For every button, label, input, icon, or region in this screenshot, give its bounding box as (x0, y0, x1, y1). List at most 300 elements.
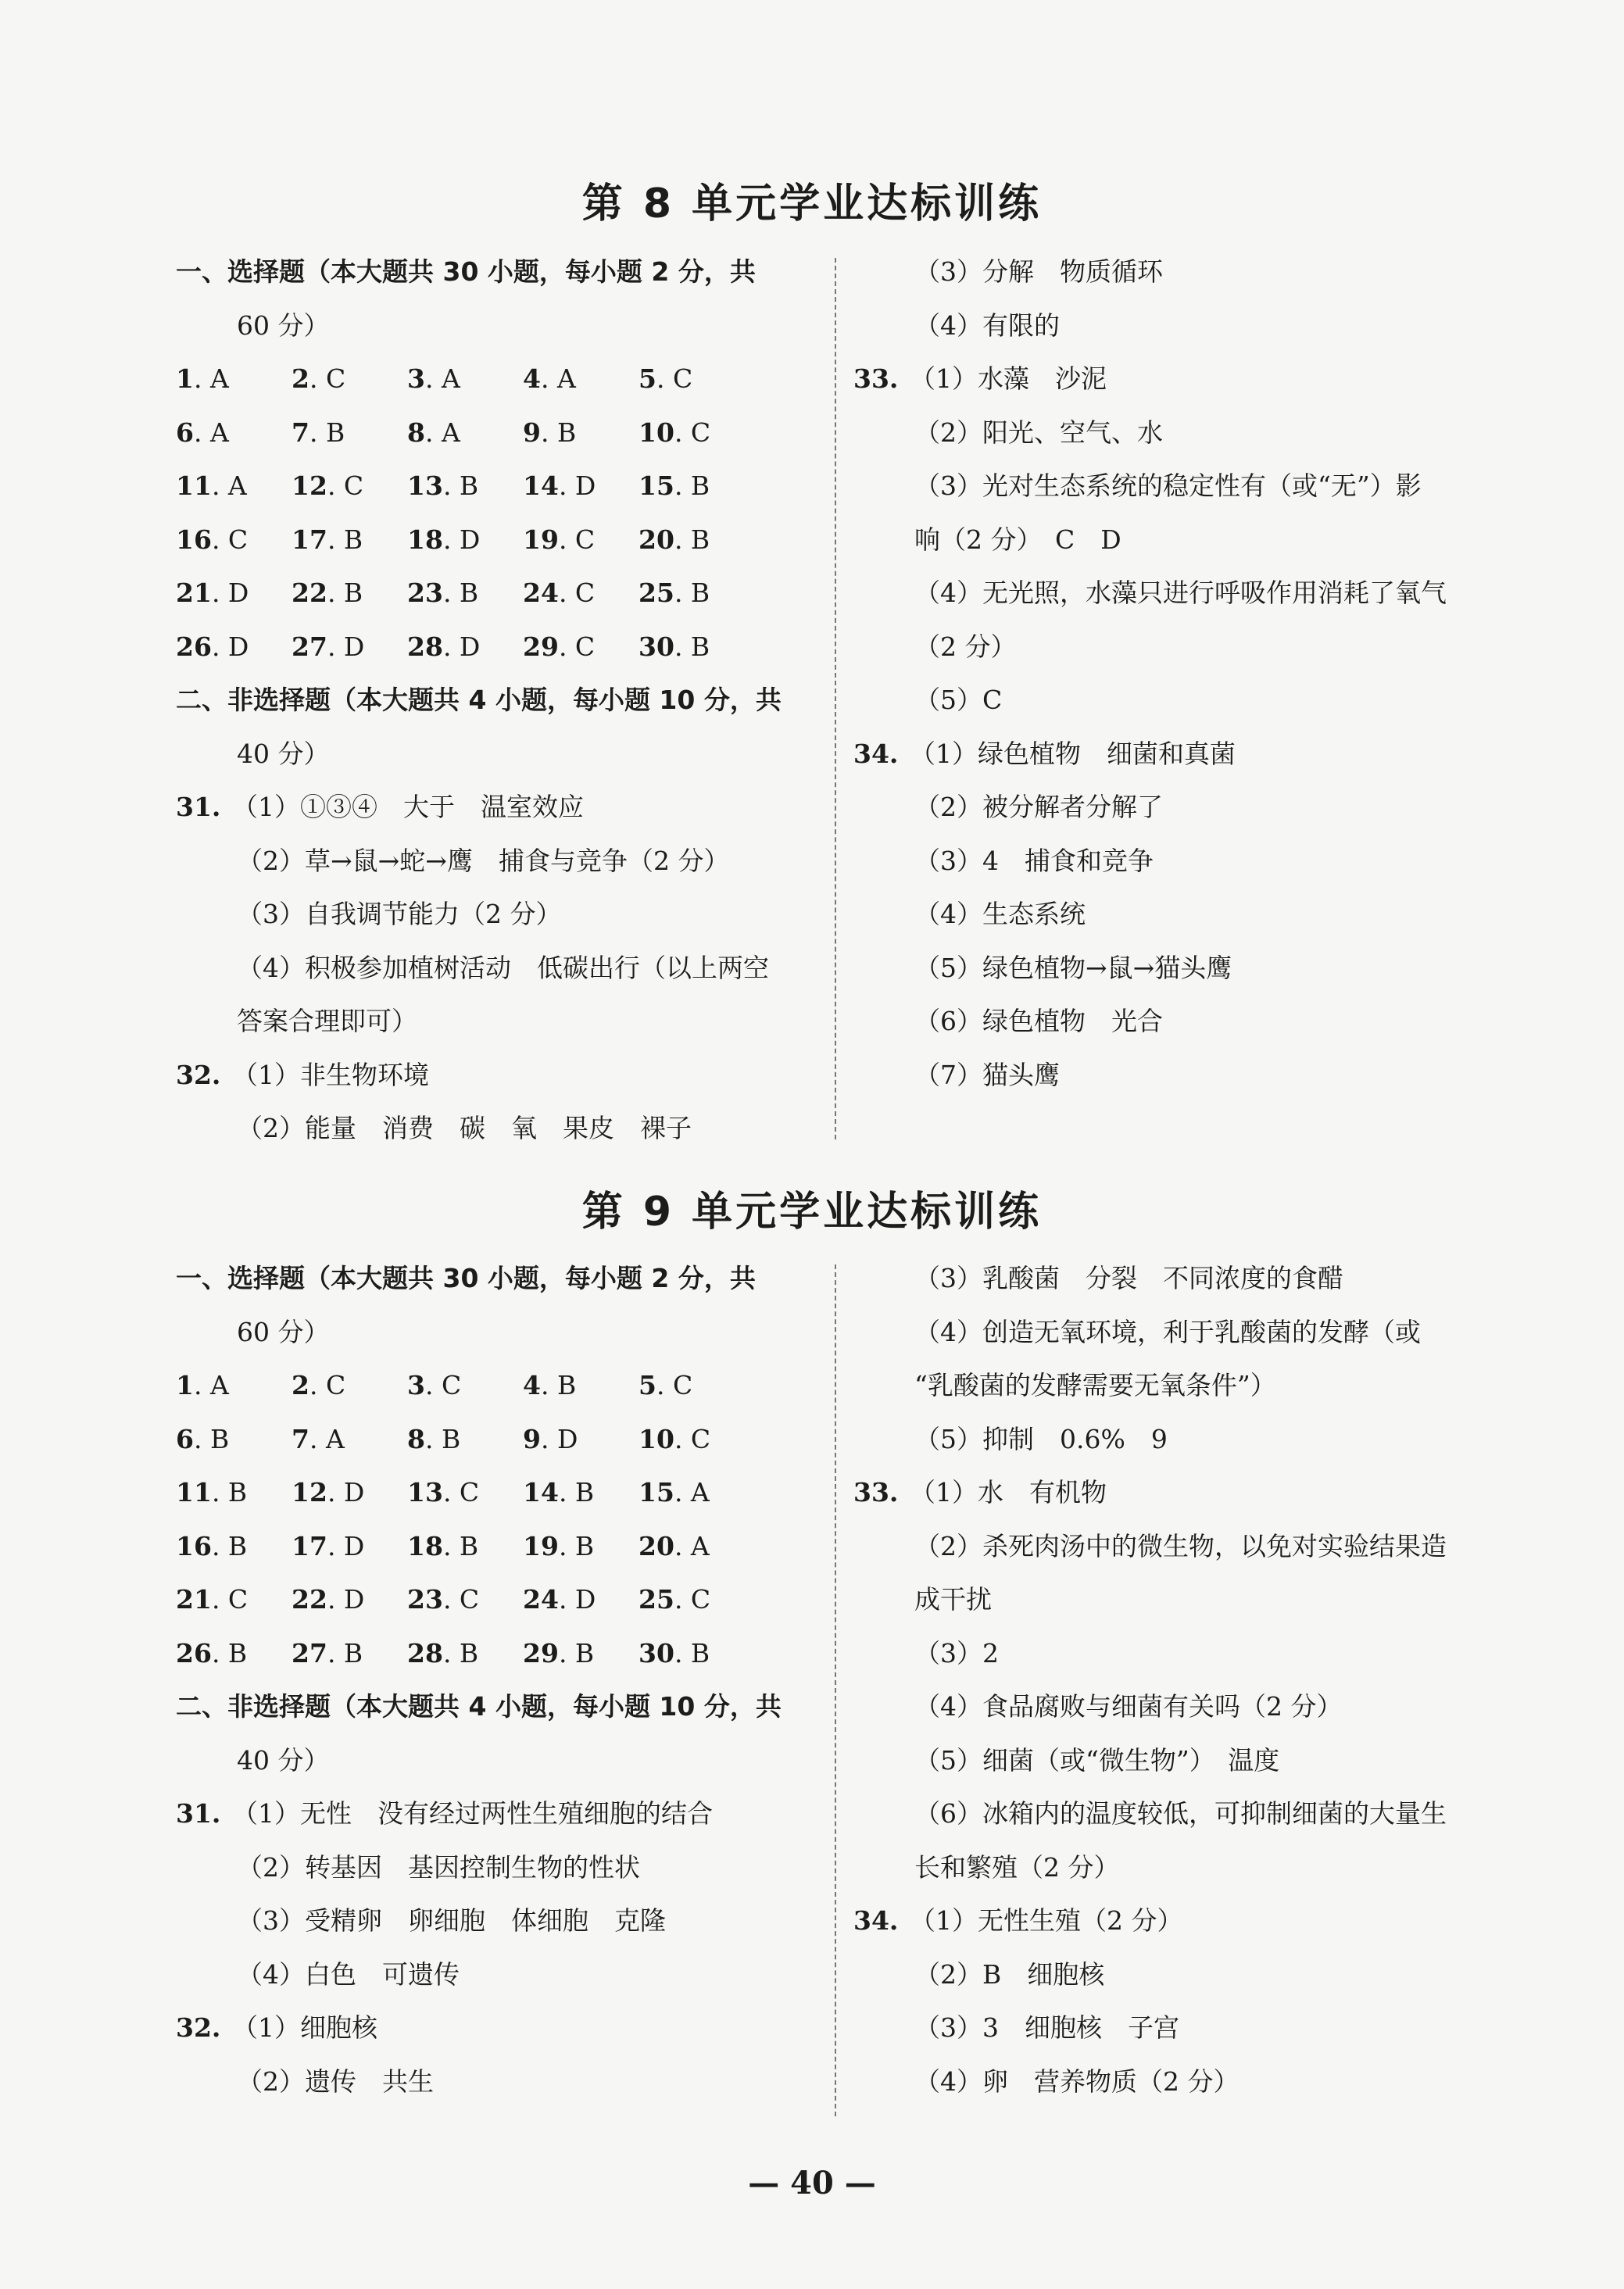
choice-answer: 17. B (292, 524, 363, 555)
answer-line (176, 888, 825, 942)
answer-line (853, 1252, 1502, 1306)
answer-letter: C (574, 524, 596, 555)
question-number: 13 (407, 470, 443, 501)
answer-letter: B (227, 1477, 248, 1508)
answer-letter: C (441, 1370, 462, 1400)
answer-line (853, 728, 1502, 781)
unit8-left-column (176, 245, 825, 1156)
section-heading (176, 1252, 825, 1306)
question-number: 17 (292, 524, 327, 555)
answer-line (853, 1894, 1502, 1948)
question-number: 25 (639, 1584, 674, 1615)
answer-line (176, 781, 825, 835)
answer-line (853, 567, 1502, 621)
choice-answer: 22. D (292, 1584, 365, 1615)
answer-line (176, 2055, 825, 2109)
question-number: 8 (407, 417, 425, 448)
question-number: 1 (176, 363, 194, 394)
answer-line (853, 781, 1502, 835)
answer-letter: B (690, 1637, 710, 1668)
answer-text: （5）绿色植物→鼠→猫头鹰 (914, 952, 1232, 983)
choice-answer: 30. B (639, 1637, 710, 1668)
answer-letter: B (227, 1530, 248, 1561)
question-number: 32. (176, 2012, 221, 2043)
question-number: 33. (853, 1477, 899, 1508)
question-number: 14 (523, 470, 559, 501)
choice-answer: 3. C (407, 1370, 462, 1400)
answer-letter: D (556, 1423, 578, 1454)
answer-letter: D (574, 470, 596, 501)
choice-answer: 21. C (176, 1584, 249, 1615)
answer-line (853, 621, 1502, 674)
answer-letter: B (325, 417, 345, 448)
answer-line (853, 1787, 1502, 1841)
answer-letter: B (227, 1637, 248, 1668)
answer-line (176, 995, 825, 1049)
unit9-left-column (176, 1252, 825, 2108)
question-number: 11 (176, 1477, 212, 1508)
answer-letter: A (441, 363, 460, 394)
answer-line (853, 245, 1502, 299)
question-number: 6 (176, 417, 194, 448)
question-number: 2 (292, 363, 309, 394)
choice-answer: 11. B (176, 1477, 248, 1508)
answer-letter: A (690, 1477, 710, 1508)
question-number: 9 (523, 417, 541, 448)
question-number: 23 (407, 578, 443, 608)
choice-answer: 5. C (639, 1370, 693, 1400)
answer-text: （2）草→鼠→蛇→鹰 捕食与竞争（2 分） (237, 845, 730, 876)
answer-text: 成干扰 (914, 1584, 992, 1615)
section-heading (176, 245, 825, 299)
choice-answer: 23. B (407, 578, 479, 608)
choice-answer: 15. B (639, 470, 710, 501)
answer-letter: C (690, 1584, 711, 1615)
question-number: 13 (407, 1477, 443, 1508)
question-number: 30 (639, 631, 674, 662)
answer-line (853, 835, 1502, 889)
answer-text: （1）①③④ 大于 温室效应 (232, 792, 584, 822)
choice-answer: 2. C (292, 363, 346, 394)
answer-line (176, 1102, 825, 1156)
answer-line (176, 1948, 825, 2002)
choice-answer: 26. B (176, 1637, 248, 1668)
choice-answer: 19. B (523, 1530, 595, 1561)
answer-letter: C (325, 363, 346, 394)
unit8-right-column (853, 245, 1502, 1102)
answer-line (853, 1520, 1502, 1574)
answer-text: （1）非生物环境 (232, 1059, 429, 1090)
question-number: 4 (523, 363, 541, 394)
question-number: 31. (176, 1798, 221, 1829)
question-number: 21 (176, 578, 212, 608)
choice-answer: 24. D (523, 1584, 596, 1615)
question-number: 20 (639, 524, 674, 555)
answer-text: （2）遗传 共生 (237, 2065, 434, 2097)
question-number: 24 (523, 578, 559, 608)
answer-letter: B (574, 1477, 595, 1508)
choice-answer: 7. B (292, 417, 345, 448)
choice-answer: 10. C (639, 1423, 711, 1454)
answer-text: （2）阳光、空气、水 (914, 417, 1163, 448)
answer-line (176, 1841, 825, 1895)
answer-text: （2）杀死肉汤中的微生物，以免对实验结果造 (914, 1530, 1447, 1561)
unit9-right-column (853, 1252, 1502, 2108)
question-number: 22 (292, 1584, 327, 1615)
choice-answer: 26. D (176, 631, 249, 662)
choice-answer: 16. B (176, 1530, 248, 1561)
answer-line (853, 1680, 1502, 1734)
question-number: 5 (639, 363, 656, 394)
choice-answer: 25. C (639, 1584, 711, 1615)
question-number: 29 (523, 631, 559, 662)
question-number: 10 (639, 1423, 674, 1454)
answer-text: 60 分） (237, 1316, 330, 1347)
answer-letter: B (459, 1637, 479, 1668)
question-number: 7 (292, 417, 309, 448)
question-number: 5 (639, 1370, 656, 1400)
answer-letter: B (556, 1370, 577, 1400)
question-number: 1 (176, 1370, 194, 1400)
answer-line (853, 1413, 1502, 1467)
answer-text: （3）受精卵 卵细胞 体细胞 克隆 (237, 1905, 666, 1936)
answer-text: （4）有限的 (914, 309, 1060, 341)
answer-text: 二、非选择题（本大题共 4 小题，每小题 10 分，共 (176, 685, 782, 715)
answer-text: （1）细胞核 (232, 2012, 377, 2043)
answer-text: （3）光对生态系统的稳定性有（或“无”）影 (914, 470, 1422, 501)
choice-answer: 12. D (292, 1477, 365, 1508)
answer-text: 二、非选择题（本大题共 4 小题，每小题 10 分，共 (176, 1691, 782, 1722)
answer-line (853, 460, 1502, 513)
choice-answer: 21. D (176, 578, 249, 608)
answer-letter: B (343, 524, 363, 555)
answer-text: （7）猫头鹰 (914, 1059, 1060, 1090)
choice-answer: 1. A (176, 363, 229, 394)
question-number: 26 (176, 1637, 212, 1668)
answer-text: 一、选择题（本大题共 30 小题，每小题 2 分，共 (176, 256, 756, 287)
choice-answer: 23. C (407, 1584, 480, 1615)
question-number: 6 (176, 1423, 194, 1454)
answer-text: （2）被分解者分解了 (914, 792, 1163, 822)
answer-letter: A (556, 363, 576, 394)
section-heading (176, 1680, 825, 1734)
answer-letter: B (343, 578, 363, 608)
answer-letter: B (459, 578, 479, 608)
choice-answer-row (176, 621, 825, 674)
answer-letter: B (209, 1423, 230, 1454)
answer-letter: A (209, 417, 229, 448)
answer-letter: C (690, 417, 711, 448)
choice-answer: 7. A (292, 1423, 345, 1454)
answer-text: （6）冰箱内的温度较低，可抑制细菌的大量生 (914, 1798, 1447, 1829)
question-number: 26 (176, 631, 212, 662)
answer-line (853, 352, 1502, 406)
choice-answer-row (176, 1520, 825, 1574)
answer-text: （3）2 (914, 1637, 999, 1668)
question-number: 34. (853, 1905, 899, 1936)
answer-text: （4）生态系统 (914, 899, 1086, 929)
answer-letter: C (227, 1584, 249, 1615)
question-number: 4 (523, 1370, 541, 1400)
choice-answer: 9. D (523, 1423, 578, 1454)
question-number: 34. (853, 738, 899, 769)
question-number: 17 (292, 1530, 327, 1561)
answer-line (176, 1787, 825, 1841)
answer-text: （4）食品腐败与细菌有关吗（2 分） (914, 1691, 1343, 1722)
question-number: 9 (523, 1423, 541, 1454)
question-number: 18 (407, 524, 443, 555)
answer-letter: A (227, 470, 247, 501)
answer-letter: D (343, 1477, 365, 1508)
answer-text: （5）细菌（或“微生物”） 温度 (914, 1744, 1280, 1776)
question-number: 20 (639, 1530, 674, 1561)
choice-answer: 19. C (523, 524, 596, 555)
answer-line (176, 1894, 825, 1948)
answer-letter: C (574, 631, 596, 662)
answer-line (853, 888, 1502, 942)
answer-letter: C (459, 1584, 480, 1615)
answer-letter: B (690, 631, 710, 662)
answer-text: 答案合理即可） (237, 1006, 417, 1036)
answer-letter: B (690, 470, 710, 501)
answer-text: （1）无性生殖（2 分） (910, 1905, 1183, 1936)
answer-text: （1）水藻 沙泥 (910, 363, 1107, 394)
answer-letter: A (441, 417, 460, 448)
answer-letter: C (574, 578, 596, 608)
section-heading (176, 674, 825, 728)
answer-line (176, 1734, 825, 1788)
question-number: 19 (523, 524, 559, 555)
unit8-title: 第 8 单元学业达标训练 (581, 181, 1043, 227)
unit8-column-divider (835, 258, 836, 1139)
answer-text: （1）无性 没有经过两性生殖细胞的结合 (232, 1798, 713, 1829)
answer-text: （5）C (914, 685, 1003, 715)
answer-letter: A (209, 363, 229, 394)
answer-line (853, 1573, 1502, 1627)
answer-text: （3）乳酸菌 分裂 不同浓度的食醋 (914, 1263, 1343, 1293)
choice-answer: 18. B (407, 1530, 479, 1561)
answer-text: （3）3 细胞核 子宫 (914, 2012, 1179, 2043)
answer-line (853, 513, 1502, 567)
answer-letter: B (574, 1530, 595, 1561)
answer-text: （2）B 细胞核 (914, 1958, 1105, 1990)
choice-answer-row (176, 460, 825, 513)
question-number: 16 (176, 524, 212, 555)
question-number: 11 (176, 470, 212, 501)
question-number: 28 (407, 631, 443, 662)
unit9-title: 第 9 单元学业达标训练 (581, 1189, 1043, 1236)
choice-answer: 20. B (639, 524, 710, 555)
choice-answer: 20. A (639, 1530, 710, 1561)
question-number: 25 (639, 578, 674, 608)
question-number: 29 (523, 1637, 559, 1668)
answer-text: 60 分） (237, 309, 330, 341)
answer-line (853, 1948, 1502, 2002)
answer-text: （3）分解 物质循环 (914, 256, 1163, 287)
answer-letter: C (227, 524, 249, 555)
question-number: 8 (407, 1423, 425, 1454)
answer-text: （5）抑制 0.6% 9 (914, 1423, 1168, 1454)
answer-letter: A (325, 1423, 345, 1454)
choice-answer: 11. A (176, 470, 247, 501)
answer-letter: B (574, 1637, 595, 1668)
answer-text: 40 分） (237, 738, 330, 769)
question-number: 27 (292, 1637, 327, 1668)
answer-letter: B (690, 524, 710, 555)
question-number: 16 (176, 1530, 212, 1561)
choice-answer: 28. D (407, 631, 481, 662)
choice-answer-row (176, 1466, 825, 1520)
choice-answer-row (176, 406, 825, 460)
question-number: 10 (639, 417, 674, 448)
answer-line (853, 1466, 1502, 1520)
answer-letter: C (459, 1477, 480, 1508)
choice-answer: 25. B (639, 578, 710, 608)
answer-line (853, 1627, 1502, 1681)
answer-letter: B (459, 1530, 479, 1561)
answer-line (176, 1306, 825, 1360)
unit9-column-divider (835, 1264, 836, 2116)
answer-line (853, 1734, 1502, 1788)
answer-line (176, 728, 825, 781)
question-number: 28 (407, 1637, 443, 1668)
answer-line (176, 1049, 825, 1103)
choice-answer-row (176, 1413, 825, 1467)
answer-line (853, 1049, 1502, 1103)
answer-letter: B (459, 470, 479, 501)
answer-letter: D (459, 631, 481, 662)
choice-answer: 10. C (639, 417, 711, 448)
page-number: — 40 — (748, 2165, 876, 2201)
answer-letter: D (343, 1584, 365, 1615)
answer-line (853, 299, 1502, 353)
answer-text: （3）自我调节能力（2 分） (237, 899, 562, 929)
answer-text: （4）无光照，水藻只进行呼吸作用消耗了氧气 (914, 578, 1447, 608)
answer-line (853, 1306, 1502, 1360)
answer-line (176, 942, 825, 996)
question-number: 12 (292, 470, 327, 501)
question-number: 31. (176, 792, 221, 822)
answer-letter: D (459, 524, 481, 555)
answer-text: （1）水 有机物 (910, 1477, 1107, 1508)
answer-letter: D (227, 631, 249, 662)
question-number: 12 (292, 1477, 327, 1508)
choice-answer: 14. D (523, 470, 596, 501)
answer-letter: C (325, 1370, 346, 1400)
answer-text: 长和繁殖（2 分） (914, 1851, 1120, 1883)
choice-answer: 4. B (523, 1370, 577, 1400)
answer-line (853, 1359, 1502, 1413)
answer-line (853, 2055, 1502, 2109)
answer-line (853, 674, 1502, 728)
choice-answer-row (176, 1627, 825, 1681)
question-number: 2 (292, 1370, 309, 1400)
answer-letter: B (690, 578, 710, 608)
answer-line (853, 406, 1502, 460)
question-number: 7 (292, 1423, 309, 1454)
question-number: 21 (176, 1584, 212, 1615)
choice-answer: 29. B (523, 1637, 595, 1668)
answer-text: （2）转基因 基因控制生物的性状 (237, 1851, 640, 1883)
question-number: 33. (853, 363, 899, 394)
answer-text: 响（2 分） C D (914, 524, 1121, 555)
choice-answer: 6. B (176, 1423, 230, 1454)
choice-answer: 6. A (176, 417, 229, 448)
answer-letter: C (672, 1370, 693, 1400)
choice-answer: 4. A (523, 363, 576, 394)
question-number: 15 (639, 1477, 674, 1508)
choice-answer: 17. D (292, 1530, 365, 1561)
answer-text: （4）卵 营养物质（2 分） (914, 2065, 1239, 2097)
answer-text: （4）白色 可遗传 (237, 1958, 460, 1990)
choice-answer: 27. B (292, 1637, 363, 1668)
answer-letter: D (227, 578, 249, 608)
choice-answer: 14. B (523, 1477, 595, 1508)
choice-answer: 8. A (407, 417, 460, 448)
answer-letter: D (343, 1530, 365, 1561)
choice-answer: 5. C (639, 363, 693, 394)
answer-line (176, 299, 825, 353)
answer-letter: B (556, 417, 577, 448)
answer-line (853, 2001, 1502, 2055)
question-number: 18 (407, 1530, 443, 1561)
choice-answer: 29. C (523, 631, 596, 662)
answer-text: （3）4 捕食和竞争 (914, 845, 1154, 876)
answer-text: 40 分） (237, 1744, 330, 1776)
answer-text: （4）创造无氧环境，利于乳酸菌的发酵（或 (914, 1316, 1421, 1347)
choice-answer: 8. B (407, 1423, 461, 1454)
choice-answer: 13. B (407, 470, 479, 501)
choice-answer: 9. B (523, 417, 577, 448)
question-number: 3 (407, 363, 425, 394)
choice-answer: 16. C (176, 524, 249, 555)
answer-letter: C (343, 470, 364, 501)
answer-text: （4）积极参加植树活动 低碳出行（以上两空 (237, 952, 769, 983)
question-number: 24 (523, 1584, 559, 1615)
choice-answer: 2. C (292, 1370, 346, 1400)
answer-text: 一、选择题（本大题共 30 小题，每小题 2 分，共 (176, 1263, 756, 1293)
answer-line (176, 835, 825, 889)
choice-answer-row (176, 513, 825, 567)
answer-letter: D (343, 631, 365, 662)
question-number: 3 (407, 1370, 425, 1400)
question-number: 32. (176, 1059, 221, 1090)
answer-text: （1）绿色植物 细菌和真菌 (910, 738, 1236, 769)
answer-letter: B (343, 1637, 363, 1668)
question-number: 22 (292, 578, 327, 608)
answer-letter: C (672, 363, 693, 394)
answer-text: （2）能量 消费 碳 氧 果皮 裸子 (237, 1113, 692, 1143)
answer-line (853, 1841, 1502, 1895)
choice-answer: 12. C (292, 470, 364, 501)
choice-answer: 27. D (292, 631, 365, 662)
answer-text: （6）绿色植物 光合 (914, 1006, 1163, 1036)
choice-answer: 18. D (407, 524, 481, 555)
choice-answer-row (176, 1359, 825, 1413)
answer-letter: C (690, 1423, 711, 1454)
choice-answer: 30. B (639, 631, 710, 662)
choice-answer: 15. A (639, 1477, 710, 1508)
answer-letter: A (690, 1530, 710, 1561)
answer-line (176, 2001, 825, 2055)
choice-answer: 22. B (292, 578, 363, 608)
choice-answer: 28. B (407, 1637, 479, 1668)
answer-letter: D (574, 1584, 596, 1615)
answer-line (853, 942, 1502, 996)
choice-answer: 24. C (523, 578, 596, 608)
choice-answer-row (176, 1573, 825, 1627)
question-number: 30 (639, 1637, 674, 1668)
